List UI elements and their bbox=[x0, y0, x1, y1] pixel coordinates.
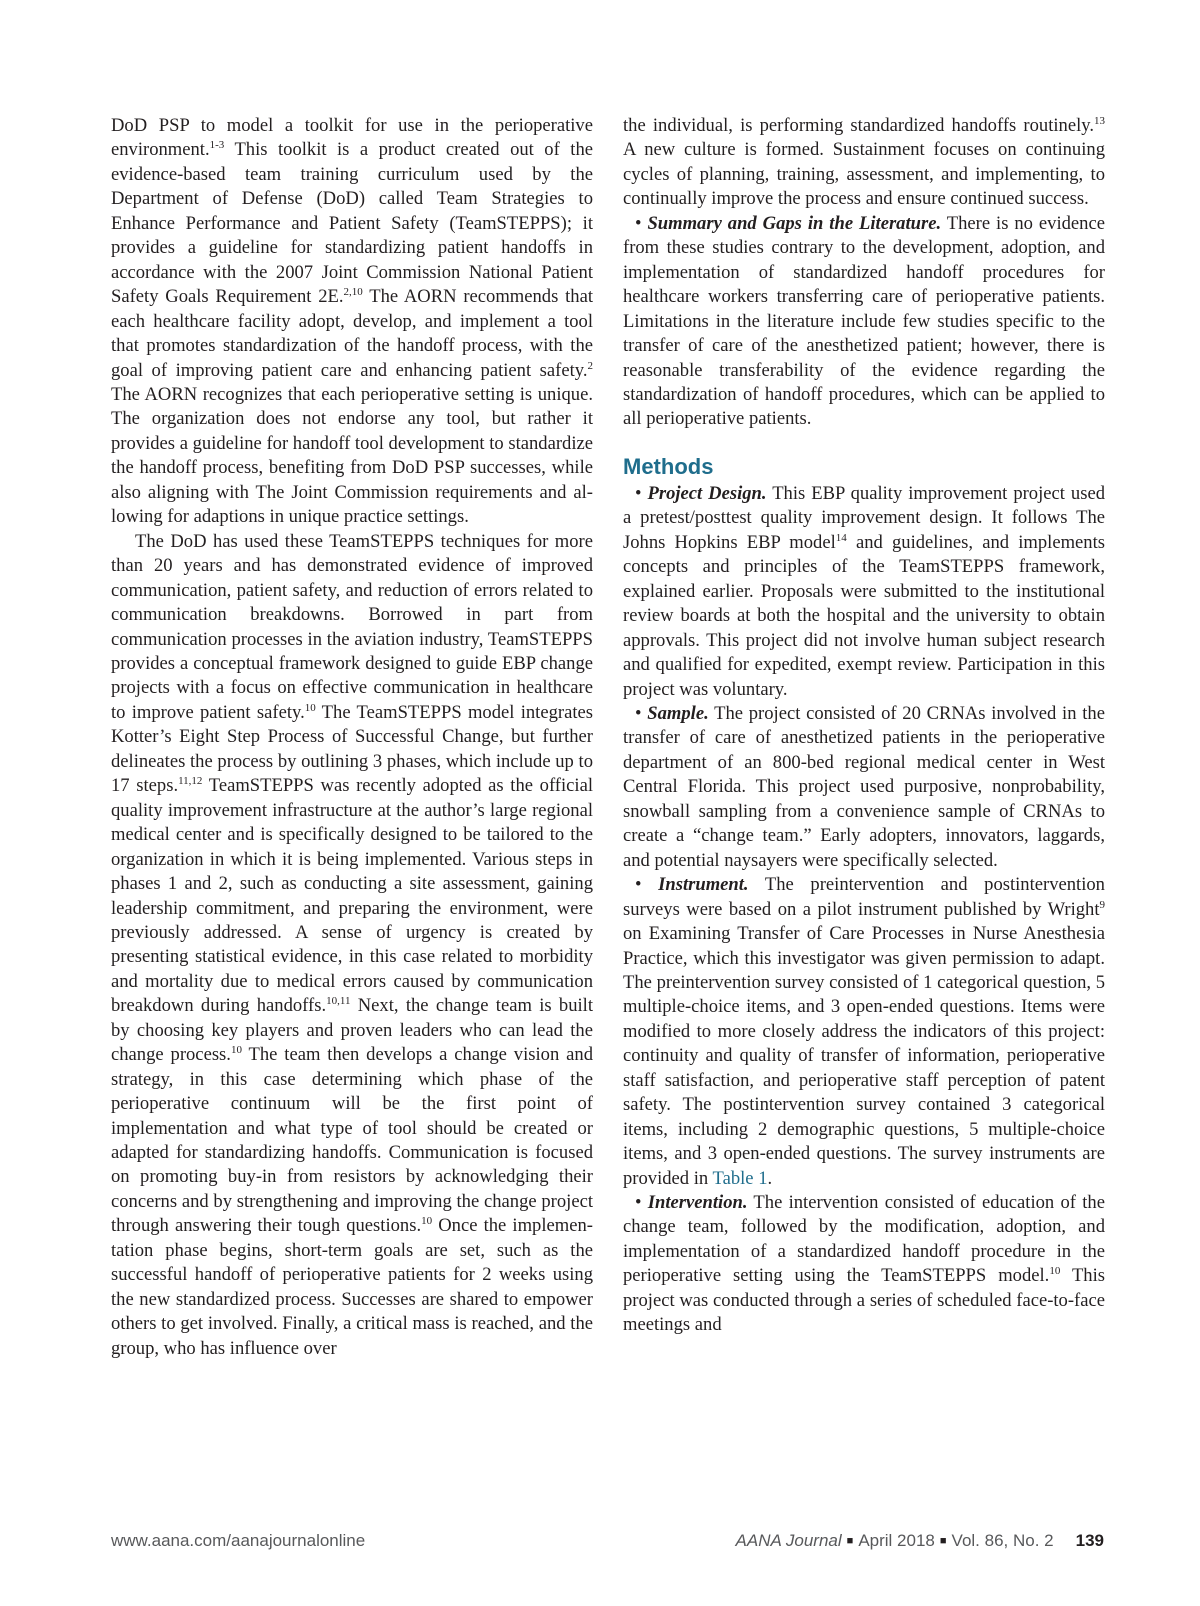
bullet: • bbox=[635, 874, 659, 896]
run-in-heading: Summary and Gaps in the Literature. bbox=[647, 212, 942, 234]
citation: 13 bbox=[1094, 115, 1105, 127]
citation: 11,12 bbox=[178, 775, 203, 788]
citation: 14 bbox=[835, 531, 847, 544]
citation: 10 bbox=[304, 701, 316, 714]
paragraph: the individual, is performing standardized handoffs routinely.$^{13}$ A new culture is formed. Sustainment focuses on continuing cycles of planning, training, assessment, and implementing, to continually improve the process and ensure continued success. bbox=[623, 115, 1105, 210]
paragraph: • Sample. The project consisted of 20 CRNAs involved in the transfer of care of anesthetized patients in the perioperative department of an 800-bed regional medical center in West Central Florida. This project used purposive, nonprobability, snowball sampling from a convenience sample of CRNAs to create a “change team.” Early adopters, innovators, laggards, and potential naysayers were specifically selected. bbox=[623, 702, 1105, 871]
separator: ■ bbox=[939, 1535, 947, 1547]
bullet: • bbox=[635, 212, 648, 234]
separator: ■ bbox=[846, 1535, 854, 1547]
volume-issue: Vol. 86, No. 2 bbox=[951, 1531, 1054, 1550]
citation: 2,10 bbox=[343, 286, 363, 299]
run-in-heading: Sample. bbox=[647, 702, 709, 724]
right-column bbox=[623, 114, 1105, 1338]
paragraph: • Instrument. The preintervention and postintervention surveys were based on a pilot instrument published by Wright$^9$ on Examining Transfer of Care Processes in Nurse Anesthesia Practice, which this investigator was given permission to adapt. The preintervention survey consisted of 1 categorical question, 5 multiple-choice items, and 3 open-ended questions. Items were modified to more closely address the indicators of this project: continuity and quality of transfer of information, perioperative staff satisfaction, and perioperative staff perception of patent safety. The postintervention survey contained 3 categorical items, including 2 demographic questions, 5 multiple-choice items, and 3 open-ended questions. The survey instruments are provided in Table 1. bbox=[623, 874, 1105, 1189]
section-heading: Methods bbox=[623, 453, 714, 479]
bullet: • bbox=[635, 482, 648, 504]
run-in-heading: Intervention. bbox=[647, 1192, 748, 1214]
paragraph: The DoD has used these TeamSTEPPS techniques for more than 20 years and has demonstrated evidence of improved communication, patient safety, and reduction of errors related to communication breakdowns. Borrowed in part from communication processes in the aviation industry, TeamSTEPPS provides a conceptual framework designed to guide EBP change projects with a focus on effective communication in healthcare to improve patient safety.$^{10}$ The TeamSTEPPS model integrates Kotter’s Eight Step Process of Successful Change, but further delineates the process by outlining 3 phases, which include up to 17 steps.$^{11,12}$ TeamSTEPPS was recently adopted as the official quality improvement infrastructure at the author’s large regional medical center and is specifically designed to be tailored to the organization in which it is being implemented. Various steps in phases 1 and 2, such as conducting a site assessment, gaining leadership commitment, and preparing the environment, were previously addressed. A sense of urgency is created by presenting statistical evidence, in this case related to morbidity and mortality due to medical errors caused by communication breakdown during handoffs.$^{10,11}$ Next, the change team is built by choosing key players and proven leaders who can lead the change process.$^{10}$ The team then develops a change vision and strategy, in this case determining which phase of the perioperative continuum will be the first point of implementation and what type of tool should be created or adapted for standardizing handoffs. Communication is focused on promoting buy-in from resistors by acknowledging their concerns and by strengthening and improving the change project through answering their tough questions.$^{10}$ Once the implementation phase begins, short-term goals are set, such as the successful handoff of perioperative patients for 2 weeks using the new standardized process. Successes are shared to empower others to get involved. Finally, a critical mass is reached, and the group, who has influence over bbox=[111, 530, 594, 1359]
paragraph: • Project Design. This EBP quality improvement project used a pretest/posttest quality improvement design. It follows The Johns Hopkins EBP model$^{14}$ and guidelines, and implements concepts and principles of the TeamSTEPPS framework, explained earlier. Proposals were submitted to the institutional review boards at both the hospital and the university to obtain approvals. This project did not involve human subject research and qualified for expedited, exempt review. Participation in this project was voluntary. bbox=[623, 482, 1105, 700]
paragraph: • Intervention. The intervention consisted of education of the change team, followed by the modification, adoption, and implementation of a standardized handoff procedure in the perioperative setting using the TeamSTEPPS model.$^{10}$ This project was conducted through a series of scheduled face-to-face meetings and bbox=[623, 1192, 1105, 1336]
issue-date: April 2018 bbox=[858, 1531, 935, 1550]
citation: 10 bbox=[230, 1044, 242, 1057]
run-in-heading: Instrument. bbox=[658, 874, 749, 896]
citation: 10 bbox=[421, 1215, 433, 1228]
page-number: 139 bbox=[1075, 1531, 1104, 1550]
footer-url[interactable]: www.aana.com/aanajournalonline bbox=[111, 1531, 366, 1550]
run-in-heading: Project Design. bbox=[647, 482, 767, 504]
citation: 9 bbox=[1099, 898, 1105, 911]
citation: 2 bbox=[587, 359, 593, 372]
bullet: • bbox=[635, 1192, 648, 1214]
citation: 10 bbox=[1049, 1265, 1061, 1278]
bullet: • bbox=[635, 702, 648, 724]
paragraph: • Summary and Gaps in the Literature. There is no evidence from these studies contrary to the development, adoption, and implementation of standardized handoff procedures for healthcare workers transferring care of perioperative patients. Limitations in the literature include few studies specific to the transfer of care of the anesthetized patient; however, there is reasonable transferability of the evidence regarding the standardization of handoff procedures, which can be applied to all perioperative patients. bbox=[623, 212, 1105, 430]
citation: 10,11 bbox=[326, 995, 351, 1008]
footer-citation bbox=[736, 1531, 1104, 1551]
left-column bbox=[111, 114, 593, 1361]
table-1-link[interactable]: Table 1 bbox=[712, 1167, 768, 1189]
paragraph: DoD PSP to model a toolkit for use in the perioperative environment.$^{1-3}$ This toolkit is a product created out of the evidence-based team training curriculum used by the Department of Defense (DoD) called Team Strategies to Enhance Performance and Patient Safety (TeamSTEPPS); it provides a guideline for standardizing patient handoffs in accordance with the 2007 Joint Commission National Patient Safety Goals Requirement 2E.$^{2,10}$ The AORN recommends that each healthcare facility adopt, develop, and implement a tool that promotes standardization of the handoff process, with the goal of improving patient care and enhancing patient safety.$^2$ The AORN recognizes that each perioperative setting is unique. The organization does not endorse any tool, but rather it provides a guideline for handoff tool development to standardize the handoff process, benefiting from DoD PSP successes, while also aligning with The Joint Commission requirements and allowing for adaptions in unique practice settings. bbox=[111, 115, 593, 528]
citation: 1-3 bbox=[209, 139, 225, 152]
journal-name: AANA Journal bbox=[735, 1531, 842, 1550]
